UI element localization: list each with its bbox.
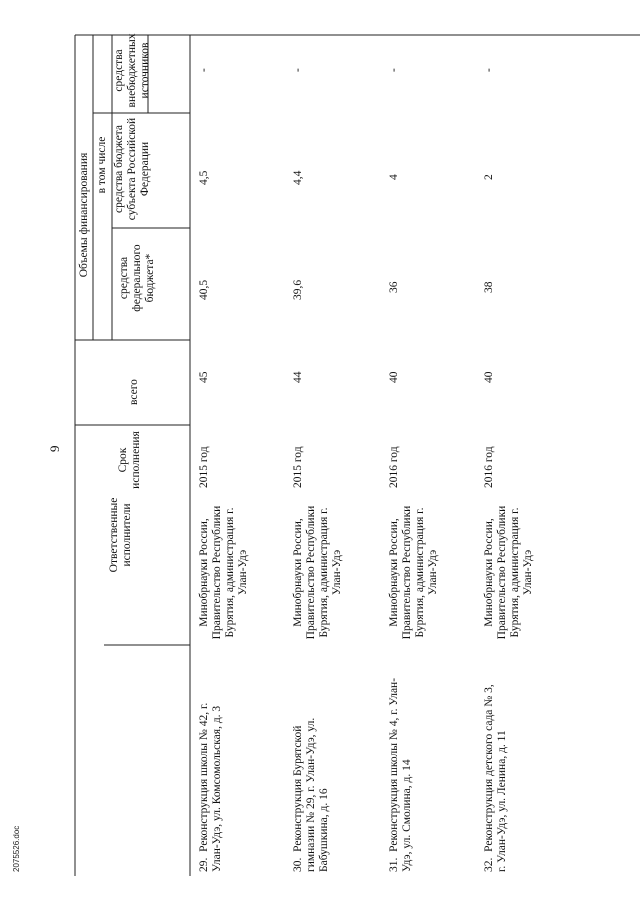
row-regional: 4,5 — [198, 170, 210, 185]
header-deadline: Срок исполнения — [117, 431, 142, 489]
row-deadline: 2016 год — [388, 446, 400, 488]
row-name: 30. Реконструкция Бурятской гимназии № 29, г. Улан-Удэ, ул. Бабушкина, д. 16 — [292, 717, 330, 872]
row-executors: Минобрнауки России, Правительство Республики Бурятия, администрация г. Улан-Удэ — [198, 505, 249, 640]
header-regional: средства бюджета субъекта Российской Федерации — [113, 117, 151, 221]
row-deadline: 2015 год — [292, 446, 304, 488]
row-regional: 2 — [483, 174, 495, 180]
row-deadline: 2015 год — [198, 446, 210, 488]
row-deadline: 2016 год — [483, 446, 495, 488]
row-total: 45 — [198, 371, 210, 383]
row-extra: - — [292, 68, 304, 72]
row-executors: Минобрнауки России, Правительство Республики Бурятия, администрация г. Улан-Удэ — [483, 505, 534, 640]
row-number: 29. — [198, 857, 210, 872]
row-federal: 40,5 — [198, 279, 210, 300]
row-total: 40 — [483, 371, 495, 383]
row-executors: Минобрнауки России, Правительство Республики Бурятия, администрация г. Улан-Удэ — [292, 505, 343, 640]
row-number: 31. — [388, 857, 400, 872]
row-federal: 36 — [388, 281, 400, 293]
row-total: 44 — [292, 371, 304, 383]
row-regional: 4,4 — [292, 170, 304, 185]
row-extra: - — [483, 68, 495, 72]
header-total: всего — [128, 379, 140, 405]
row-extra: - — [388, 68, 400, 72]
row-federal: 38 — [483, 281, 495, 293]
document-id: 2075526.doc — [12, 825, 21, 872]
page-number: 9 — [47, 445, 62, 452]
header-including: в том числе — [96, 136, 108, 194]
row-regional: 4 — [388, 174, 400, 180]
row-name: 32. Реконструкция детского сада № 3, г. Улан-Удэ, ул. Ленина, д. 11 — [483, 684, 508, 872]
row-total: 40 — [388, 371, 400, 383]
row-executors: Минобрнауки России, Правительство Республики Бурятия, администрация г. Улан-Удэ — [388, 505, 439, 640]
row-number: 32. — [483, 857, 495, 872]
header-extra: средства внебюджетных источников — [113, 33, 151, 108]
row-name: 29. Реконструкция школы № 42, г. Улан-Удэ, ул. Комсомольская, д. 3 — [198, 702, 223, 872]
header-federal: средства федерального бюджета* — [118, 244, 156, 312]
row-extra: - — [198, 68, 210, 72]
row-federal: 39,6 — [292, 279, 304, 300]
header-executors: Ответственные исполнители — [108, 497, 133, 573]
header-financing: Объемы финансирования — [78, 152, 90, 278]
row-number: 30. — [292, 857, 304, 872]
row-name: 31. Реконструкция школы № 4, г. Улан-Удэ, ул. Смолина, д. 14 — [388, 677, 413, 872]
